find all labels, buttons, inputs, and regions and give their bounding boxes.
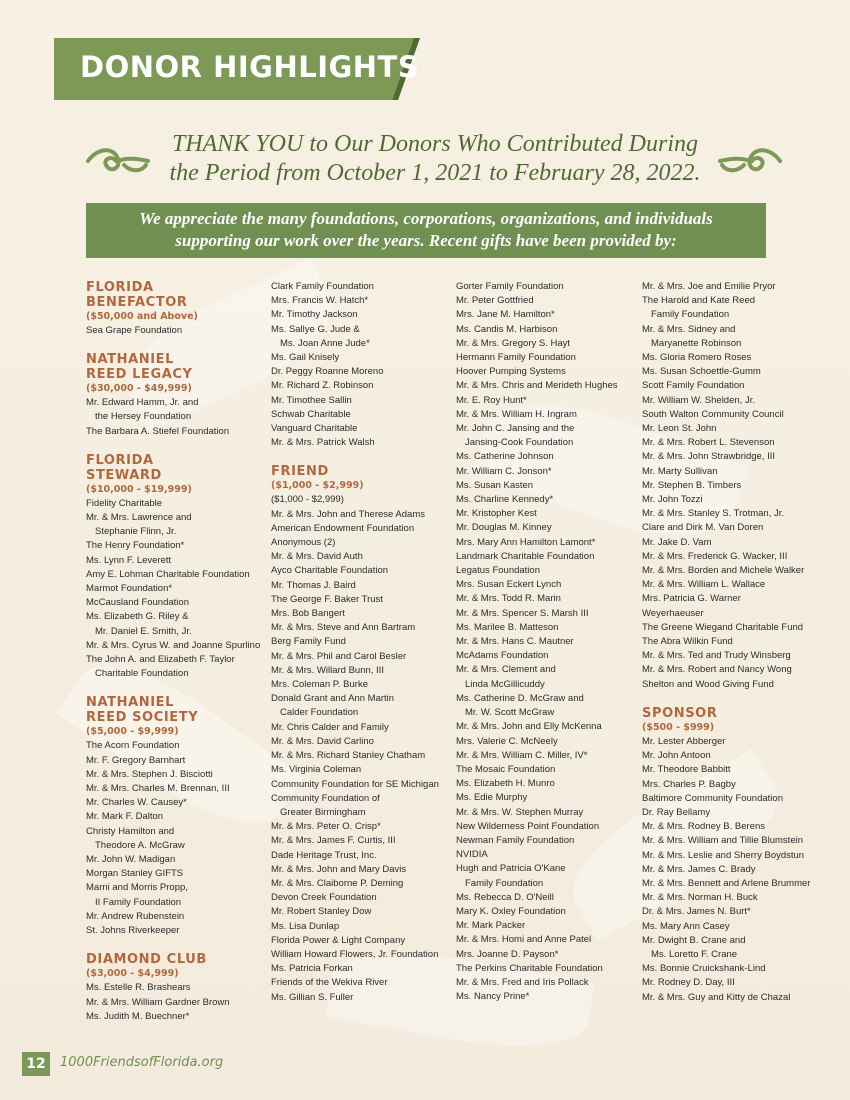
donor-entry: Ms. Marilee B. Matteson [456,621,559,633]
donor-entry: Ms. Nancy Prine* [456,991,530,1003]
donor-entry: Mr. Thomas J. Baird [271,579,356,591]
donor-entry: Ms. Lynn F. Leverett [86,554,172,566]
donor-entry: Mr. & Mrs. Richard Stanley Chatham [271,750,426,762]
donor-entry: Ms. Catherine Johnson [456,451,554,463]
donor-entry: Mr. Robert Stanley Dow [271,906,372,918]
donor-entry: Mr. Chris Calder and Family [271,721,389,733]
donor-entry: Mr. & Mrs. Peter O. Crisp* [271,821,381,833]
donor-entry: Mr. & Mrs. Todd R. Marin [456,593,561,605]
donor-entry: Mrs. Charles P. Bagby [642,778,736,790]
donor-entry: Mr. & Mrs. Rodney B. Berens [642,821,766,833]
donor-entry: Mr. & Mrs. Spencer S. Marsh III [456,607,589,619]
donor-entry: Mr. & Mrs. Guy and Kitty de Chazal [642,991,791,1003]
donor-entry: Mr. John Antoon [642,750,711,762]
donor-level-heading: FLORIDA BENEFACTOR [86,280,188,310]
donor-entry: St. Johns Riverkeeper [86,925,180,937]
donor-entry: Mr. & Mrs. Phil and Carol Besler [271,650,407,662]
donor-entry-continuation: Mr. Daniel E. Smith, Jr. [95,625,192,637]
donor-entry: Clare and Dirk M. Van Doren [642,522,764,534]
donor-level-heading: FLORIDA STEWARD [86,452,162,483]
donor-entry-continuation: Stephanie Flinn, Jr. [95,526,177,538]
donor-entry: Ms. Elizabeth G. Riley & [86,611,189,623]
donor-entry: Ms. Charline Kennedy* [456,494,554,506]
donor-entry: Mr. & Mrs. Ted and Trudy Winsberg [642,650,791,662]
donor-entry: Mr. & Mrs. John and Mary Davis [271,863,407,875]
donor-entry-continuation: the Hersey Foundation [95,411,192,423]
donor-entry: New Wilderness Point Foundation [456,820,600,832]
donor-entry: Ms. Gloria Romero Roses [642,352,752,364]
donor-entry: Mr. & Mrs. Steve and Ann Bartram [271,622,416,634]
donor-entry: Ms. Susan Schoettle-Gumm [642,366,761,378]
donor-entry: Mr. Timothee Sallin [271,394,352,406]
donor-entry: Mrs. Bob Bangert [271,608,345,620]
donor-level-range: ($1,000 - $2,999) [271,480,364,492]
donor-entry: Mr. & Mrs. Willard Bunn, III [271,664,384,676]
donor-entry: Mr. & Mrs. Leslie and Sherry Boydstun [642,849,805,861]
donor-entry-continuation: Mr. W. Scott McGraw [465,707,555,719]
donor-entry: Hermann Family Foundation [456,352,576,364]
donor-entry: Amy E. Lohman Charitable Foundation [86,568,250,580]
donor-entry: The Barbara A. Stiefel Foundation [86,425,230,437]
donor-entry: Mrs. Francis W. Hatch* [271,295,369,307]
donor-entry: Mr. & Mrs. William Gardner Brown [86,996,230,1008]
donor-entry: Mr. E. Roy Hunt* [456,394,527,406]
donor-entry: Mr. & Mrs. Frederick G. Wacker, III [642,550,788,562]
donor-entry: Mr. & Mrs. Bennett and Arlene Brummer [642,877,811,889]
donor-entry: Ms. Virginia Coleman [271,764,362,776]
donor-entry-continuation: Maryanette Robinson [651,337,742,349]
donor-entry: Dr. Peggy Roanne Moreno [271,366,384,378]
donor-entry: Mrs. Joanne D. Payson* [456,948,559,960]
donor-level-heading: DIAMOND CLUB [86,952,207,968]
donor-entry: Mr. & Mrs. Robert and Nancy Wong [642,664,792,676]
donor-entry: Schwab Charitable [271,408,351,420]
donor-entry: Mr. & Mrs. Chris and Merideth Hughes [456,380,618,392]
donor-entry-continuation: Ms. Loretto F. Crane [651,948,738,960]
donor-column-4 [642,280,820,1005]
donor-entry: Ayco Charitable Foundation [271,565,389,577]
donor-entry: Mr. Timothy Jackson [271,309,358,321]
appreciation-line-1: We appreciate the many foundations, corporations, organizations, and individuals [139,209,713,228]
donor-entry: Mr. & Mrs. Sidney and [642,323,736,335]
donor-entry: American Endowment Foundation [271,522,415,534]
donor-entry: Devon Creek Foundation [271,892,377,904]
donor-entry: Mr. John W. Madigan [86,854,176,866]
donor-entry: The Perkins Charitable Foundation [456,962,603,974]
donor-entry: Mr. & Mrs. David Carlino [271,735,374,747]
donor-entry: Mr. & Mrs. Homi and Anne Patel [456,934,592,946]
donor-entry: Mr. & Mrs. Fred and Iris Pollack [456,976,589,988]
page-title: DONOR HIGHLIGHTS [80,50,420,84]
donor-entry: Fidelity Charitable [86,497,163,509]
donor-entry: Clark Family Foundation [271,281,374,292]
donor-entry: Morgan Stanley GIFTS [86,868,184,880]
donor-entry: Mr. & Mrs. John and Therese Adams [271,508,426,520]
thank-you-line-1: THANK YOU to Our Donors Who Contributed During [171,131,699,157]
donor-column-2 [271,280,446,1005]
donor-entry: Scott Family Foundation [642,380,745,392]
donor-entry: William Howard Flowers, Jr. Foundation [271,948,439,960]
donor-entry: South Walton Community Council [642,408,784,420]
donor-entry: Ms. Lisa Dunlap [271,920,340,932]
donor-entry: Baltimore Community Foundation [642,792,783,804]
donor-level-range: ($30,000 - $49,999) [86,383,192,395]
donor-entry: Mary K. Oxley Foundation [456,905,566,917]
donor-entry: Mr. Charles W. Causey* [86,797,187,809]
donor-entry: Christy Hamilton and [86,825,175,837]
donor-entry: Dr. Ray Bellamy [642,806,711,818]
donor-entry: Mr. & Mrs. Robert L. Stevenson [642,437,775,449]
donor-entry: Ms. Mary Ann Casey [642,920,730,932]
donor-entry: Ms. Bonnie Cruickshank-Lind [642,963,766,975]
donor-entry: Mr. & Mrs. Clement and [456,664,556,676]
donor-entry: Legatus Foundation [456,565,540,577]
donor-entry: Gorter Family Foundation [456,281,564,292]
donor-entry: The Greene Wiegand Charitable Fund [642,621,804,633]
donor-entry: Mr. & Mrs. James C. Brady [642,863,756,875]
donor-entry: Mr. Mark Packer [456,920,526,932]
donor-entry: Mr. & Mrs. Charles M. Brennan, III [86,783,230,795]
donor-entry: Mr. Richard Z. Robinson [271,380,374,392]
donor-entry: Mrs. Jane M. Hamilton* [456,309,555,321]
donor-entry: Mr. & Mrs. Norman H. Buck [642,892,758,904]
donor-entry-continuation: Family Foundation [651,309,730,321]
donor-level-range: ($5,000 - $9,999) [86,726,179,738]
donor-entry: Ms. Patricia Forkan [271,963,353,975]
donor-entry: Mr. & Mrs. William and Tillie Blumstein [642,835,804,847]
website-url[interactable]: 1000FriendsofFlorida.org [60,1055,224,1070]
donor-entry: ($1,000 - $2,999) [271,494,344,506]
donor-entry: McAdams Foundation [456,650,549,662]
donor-entry: Florida Power & Light Company [271,934,406,946]
donor-entry: Sea Grape Foundation [86,325,183,336]
donor-entry: Mr. Kristopher Kest [456,508,537,520]
donor-entry: Mrs. Susan Eckert Lynch [456,579,562,591]
donor-entry: Mr. Mark F. Dalton [86,811,164,823]
donor-entry: Mr. Marty Sullivan [642,465,718,477]
donor-entry: Mr. & Mrs. Stanley S. Trotman, Jr. [642,508,785,520]
appreciation-text [86,208,766,252]
donor-entry-continuation: Family Foundation [465,877,544,889]
donor-entry: Ms. Edie Murphy [456,792,528,804]
donor-entry: Mr. & Mrs. Hans C. Mautner [456,636,574,648]
donor-entry-continuation: Linda McGillicuddy [465,678,545,690]
donor-entry: Mr. & Mrs. Patrick Walsh [271,437,375,449]
donor-entry: Ms. Candis M. Harbison [456,323,558,335]
donor-entry: Mr. Edward Hamm, Jr. and [86,397,199,409]
donor-level-range: ($3,000 - $4,999) [86,968,179,980]
donor-entry: Mrs. Coleman P. Burke [271,679,368,691]
donor-entry: Mr. & Mrs. David Auth [271,551,363,563]
donor-entry: The Henry Foundation* [86,540,185,552]
donor-entry: Mr. John C. Jansing and the [456,423,575,435]
donor-entry: Mr. & Mrs. Stephen J. Bisciotti [86,768,213,780]
left-flourish-icon [84,143,152,179]
donor-level-range: ($50,000 and Above) [86,311,198,322]
donor-entry: Mr. Jake D. Vam [642,536,712,548]
donor-entry: Ms. Susan Kasten [456,479,534,491]
donor-entry: The Mosaic Foundation [456,763,556,775]
donor-entry: Landmark Charitable Foundation [456,550,595,562]
donor-entry: Weyerhaeuser [642,607,704,619]
donor-entry: Mr. F. Gregory Barnhart [86,754,186,766]
donor-entry: Ms. Gillian S. Fuller [271,991,354,1003]
donor-entry: Mr. & Mrs. Borden and Michele Walker [642,565,805,577]
donor-entry: McCausland Foundation [86,597,189,609]
donor-level-range: ($500 - $999) [642,721,715,733]
donor-entry: Anonymous (2) [271,537,336,549]
donor-entry: Berg Family Fund [271,636,346,648]
donor-entry: Mr. Leon St. John [642,423,717,435]
donor-entry: Mr. Douglas M. Kinney [456,522,552,534]
donor-entry: Community Foundation for SE Michigan [271,778,439,790]
donor-level-heading: NATHANIEL REED LEGACY [86,352,193,383]
page-number: 12 [22,1052,50,1076]
donor-entry: Mr. & Mrs. John and Elly McKenna [456,721,602,733]
donor-entry: The Harold and Kate Reed [642,295,756,307]
donor-entry: Mr. William W. Shelden, Jr. [642,394,755,406]
donor-entry: The George F. Baker Trust [271,593,383,605]
donor-entry: Mr. Peter Gottfried [456,295,534,307]
donor-entry: Ms. Rebecca D. O'Neill [456,891,554,903]
donor-entry: Donald Grant and Ann Martin [271,693,395,705]
donor-entry: Hoover Pumping Systems [456,366,566,378]
donor-entry: Mr. & Mrs. Joe and Emilie Pryor [642,281,776,292]
donor-entry: Mr. & Mrs. William L. Wallace [642,579,766,591]
donor-entry-continuation: Charitable Foundation [95,668,189,680]
donor-entry: Friends of the Wekiva River [271,977,388,989]
thank-you-heading [150,130,720,188]
donor-entry-continuation: Ms. Joan Anne Jude* [280,337,370,349]
donor-entry: Ms. Sallye G. Jude & [271,323,360,335]
donor-level-range: ($10,000 - $19,999) [86,483,192,495]
donor-entry: Mrs. Valerie C. McNeely [456,735,558,747]
donor-entry-continuation: II Family Foundation [95,896,182,908]
donor-entry: Mr. Dwight B. Crane and [642,934,746,946]
donor-column-3 [456,280,634,1004]
donor-entry: Mr. Stephen B. Timbers [642,479,742,491]
donor-entry: Ms. Catherine D. McGraw and [456,692,584,704]
donor-entry: Marni and Morris Propp, [86,882,188,894]
donor-entry: The John A. and Elizabeth F. Taylor [86,654,235,666]
donor-entry-continuation: Calder Foundation [280,707,359,719]
donor-entry: Mr. & Mrs. William C. Miller, IV* [456,749,588,761]
donor-entry: Mrs. Patricia G. Warner [642,593,741,605]
donor-entry: NVIDIA [456,849,488,861]
donor-entry: Vanguard Charitable [271,423,358,435]
donor-entry: Mr. & Mrs. James F. Curtis, III [271,835,396,847]
donor-entry: The Acorn Foundation [86,740,180,752]
thank-you-line-2: the Period from October 1, 2021 to February 28, 2022. [169,160,701,186]
donor-entry: Ms. Judith M. Buechner* [86,1010,190,1022]
donor-entry: Mr. Lester Abberger [642,735,726,747]
donor-entry: Newman Family Foundation [456,834,575,846]
donor-column-1 [86,280,261,1024]
donor-entry: Mr. & Mrs. John Strawbridge, III [642,451,776,463]
appreciation-line-2: supporting our work over the years. Recent gifts have been provided by: [175,231,677,250]
donor-entry: Mr. John Tozzi [642,494,703,506]
donor-entry: Dr. & Mrs. James N. Burt* [642,906,751,918]
donor-level-heading: NATHANIEL REED SOCIETY [86,695,199,726]
right-flourish-icon [716,143,784,179]
donor-entry: Marmot Foundation* [86,583,173,595]
donor-entry: Mr. William C. Jonson* [456,465,552,477]
donor-entry: Mrs. Mary Ann Hamilton Lamont* [456,536,596,548]
donor-entry: Ms. Estelle R. Brashears [86,982,191,994]
donor-entry: Mr. & Mrs. Cyrus W. and Joanne Spurlino [86,639,261,651]
donor-entry: Mr. Rodney D. Day, III [642,977,735,989]
donor-level-heading: SPONSOR [642,705,718,721]
donor-entry: Dade Heritage Trust, Inc. [271,849,377,861]
donor-entry: Mr. & Mrs. William H. Ingram [456,408,577,420]
donor-entry: Mr. Andrew Rubenstein [86,910,185,922]
donor-entry: Mr. Theodore Babbitt [642,764,731,776]
donor-entry: Hugh and Patricia O'Kane [456,863,566,875]
donor-entry: Mr. & Mrs. Claiborne P. Deming [271,877,404,889]
donor-entry-continuation: Greater Birmingham [280,806,366,818]
donor-entry: Mr. & Mrs. Gregory S. Hayt [456,337,571,349]
donor-entry: Ms. Elizabeth H. Munro [456,778,555,790]
donor-entry: Community Foundation of [271,792,380,804]
donor-level-heading: FRIEND [271,464,329,480]
donor-entry-continuation: Theodore A. McGraw [95,839,185,851]
donor-entry: Mr. & Mrs. W. Stephen Murray [456,806,584,818]
donor-entry: Shelton and Wood Giving Fund [642,678,774,690]
donor-entry-continuation: Jansing-Cook Foundation [465,437,574,449]
donor-entry: The Abra Wilkin Fund [642,636,733,648]
donor-entry: Ms. Gail Knisely [271,352,340,364]
donor-entry: Mr. & Mrs. Lawrence and [86,512,192,524]
